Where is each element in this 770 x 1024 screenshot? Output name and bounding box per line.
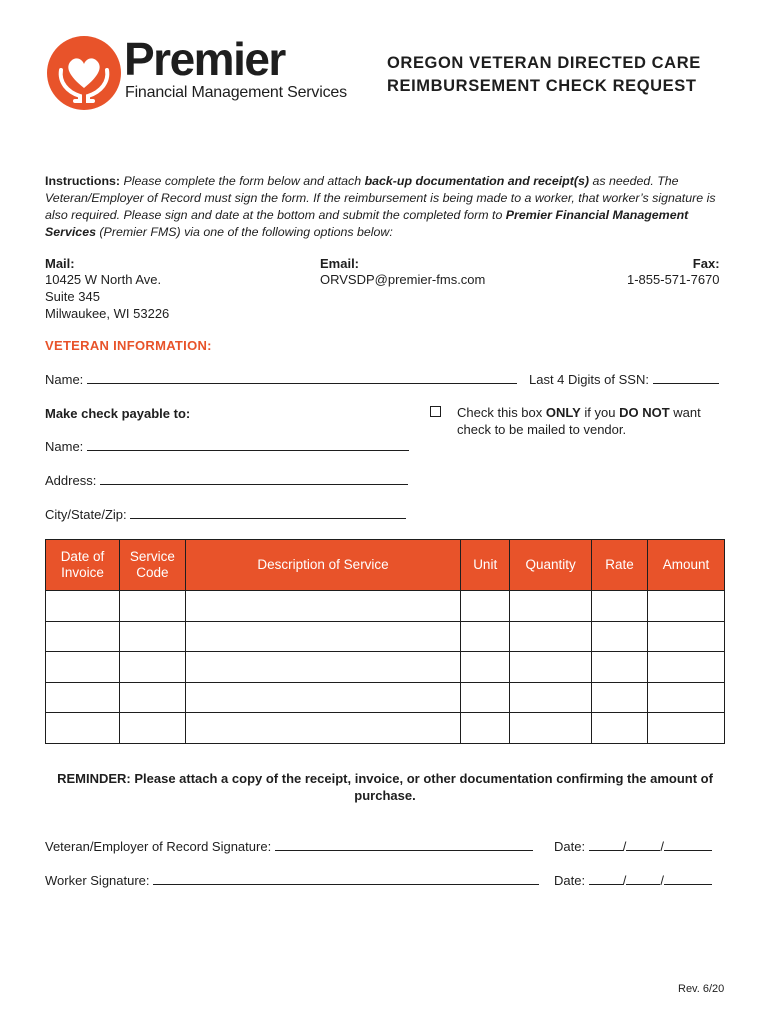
check-text-pre: Check this box: [457, 405, 546, 420]
email-label: Email:: [320, 256, 360, 271]
col-header-unit: Unit: [461, 540, 510, 591]
table-cell[interactable]: [46, 591, 120, 622]
table-cell[interactable]: [185, 652, 460, 683]
ssn-label: Last 4 Digits of SSN:: [529, 372, 649, 387]
mail-line: Suite 345: [45, 289, 100, 304]
veteran-date-label: Date:: [554, 839, 586, 854]
table-cell[interactable]: [46, 682, 120, 713]
brand-subtitle: Financial Management Services: [125, 84, 347, 101]
table-cell[interactable]: [185, 591, 460, 622]
table-cell[interactable]: [461, 591, 510, 622]
veteran-date-year[interactable]: [664, 840, 712, 851]
table-cell[interactable]: [592, 652, 648, 683]
instructions-bold-2: Premier Financial Management Services: [45, 208, 689, 239]
table-cell[interactable]: [461, 682, 510, 713]
worker-signature-field: [45, 873, 539, 888]
worker-signature-label: Worker Signature:: [45, 873, 150, 888]
check-text-only: ONLY: [545, 405, 581, 420]
table-row: [46, 591, 725, 622]
title-line-1: OREGON VETERAN DIRECTED CARE: [387, 54, 701, 72]
worker-date-month[interactable]: [589, 874, 623, 885]
worker-date-field: Date: / /: [554, 873, 712, 888]
page-title: [387, 52, 701, 98]
table-cell[interactable]: [510, 652, 592, 683]
worker-date-day[interactable]: [626, 874, 660, 885]
payee-name-field: [45, 439, 409, 454]
revision-label: Rev. 6/20: [678, 983, 725, 995]
veteran-signature-field: [45, 839, 533, 854]
instructions-bold-1: back-up documentation and receipt(s): [364, 174, 589, 188]
reminder: [45, 770, 725, 804]
veteran-name-field: [45, 372, 517, 387]
city-state-zip-field: [45, 507, 406, 522]
table-cell[interactable]: [119, 713, 185, 744]
heart-hands-icon: [47, 36, 121, 110]
table-cell[interactable]: [461, 621, 510, 652]
col-header-amount: Amount: [648, 540, 725, 591]
table-header-row: [46, 540, 725, 591]
fax-value: 1-855-571-7670: [627, 272, 720, 287]
table-row: [46, 713, 725, 744]
veteran-signature-label: Veteran/Employer of Record Signature:: [45, 839, 272, 854]
city-state-zip-label: City/State/Zip:: [45, 507, 127, 522]
address-label: Address:: [45, 473, 97, 488]
ssn-field: [529, 372, 719, 387]
contact-email: [320, 256, 485, 288]
instructions-text-2: as needed. The Veteran/Employer of Record must sign the form. If the reimbursement is being made to a worker, that worker’s signature is also required. Please sign and date at the bottom and submit the completed form to: [45, 174, 716, 222]
instructions-text-3: (Premier FMS) via one of the following options below:: [95, 225, 393, 239]
reminder-text: Please attach a copy of the receipt, invoice, or other documentation confirming the amount of purchase.: [130, 771, 713, 803]
table-cell[interactable]: [119, 591, 185, 622]
veteran-signature-input[interactable]: [275, 840, 533, 851]
col-header-rate: Rate: [592, 540, 648, 591]
table-cell[interactable]: [648, 682, 725, 713]
col-header-description: Description of Service: [185, 540, 460, 591]
address-input[interactable]: [100, 474, 408, 485]
veteran-date-day[interactable]: [626, 840, 660, 851]
table-cell[interactable]: [185, 621, 460, 652]
table-cell[interactable]: [46, 652, 120, 683]
reminder-lead: REMINDER:: [57, 771, 131, 786]
fax-label: Fax:: [692, 256, 720, 271]
table-cell[interactable]: [119, 652, 185, 683]
table-row: [46, 652, 725, 683]
check-text-mid: if you: [580, 405, 620, 420]
no-mail-checkbox[interactable]: [430, 406, 441, 417]
address-field: [45, 473, 408, 488]
instructions-lead: Instructions:: [45, 174, 121, 188]
mail-line: Milwaukee, WI 53226: [45, 306, 170, 321]
ssn-input[interactable]: [653, 373, 719, 384]
payee-name-label: Name:: [45, 439, 84, 454]
title-line-2: REIMBURSEMENT CHECK REQUEST: [387, 77, 697, 95]
mail-line: 10425 W North Ave.: [45, 272, 162, 287]
payee-name-input[interactable]: [87, 440, 409, 451]
table-cell[interactable]: [510, 713, 592, 744]
table-cell[interactable]: [592, 591, 648, 622]
table-cell[interactable]: [648, 713, 725, 744]
contact-fax: [627, 256, 720, 288]
table-row: [46, 682, 725, 713]
table-cell[interactable]: [119, 621, 185, 652]
table-cell[interactable]: [510, 621, 592, 652]
table-cell[interactable]: [119, 682, 185, 713]
col-header-quantity: Quantity: [510, 540, 592, 591]
table-cell[interactable]: [648, 591, 725, 622]
section-veteran-info: VETERAN INFORMATION:: [45, 338, 212, 353]
worker-date-label: Date:: [554, 873, 586, 888]
veteran-date-field: Date: / /: [554, 839, 712, 854]
table-cell[interactable]: [510, 591, 592, 622]
table-cell[interactable]: [185, 713, 460, 744]
email-value: ORVSDP@premier-fms.com: [320, 272, 486, 287]
table-cell[interactable]: [461, 713, 510, 744]
table-cell[interactable]: [461, 652, 510, 683]
table-cell[interactable]: [46, 713, 120, 744]
city-state-zip-input[interactable]: [130, 508, 406, 519]
no-mail-checkbox-label: [457, 404, 727, 438]
brand-name: Premier: [124, 33, 285, 85]
worker-signature-input[interactable]: [153, 874, 539, 885]
col-header-date: Date of Invoice: [46, 540, 120, 591]
contact-mail: [45, 256, 169, 322]
table-cell[interactable]: [510, 682, 592, 713]
table-cell[interactable]: [592, 713, 648, 744]
check-text-do-not: DO NOT: [619, 405, 670, 420]
table-cell[interactable]: [648, 621, 725, 652]
veteran-date-month[interactable]: [589, 840, 623, 851]
table-cell[interactable]: [648, 652, 725, 683]
table-cell[interactable]: [46, 621, 120, 652]
instructions: [45, 173, 727, 241]
table-cell[interactable]: [592, 682, 648, 713]
worker-date-year[interactable]: [664, 874, 712, 885]
veteran-name-label: Name:: [45, 372, 84, 387]
instructions-text-1: Please complete the form below and attach: [120, 174, 365, 188]
table-cell[interactable]: [185, 682, 460, 713]
check-text-post: want check to be mailed to vendor.: [457, 405, 701, 437]
payable-label: Make check payable to:: [45, 406, 191, 421]
veteran-name-input[interactable]: [87, 373, 517, 384]
mail-label: Mail:: [45, 256, 75, 271]
table-row: [46, 621, 725, 652]
col-header-service-code: Service Code: [119, 540, 185, 591]
logo: [47, 36, 121, 110]
table-cell[interactable]: [592, 621, 648, 652]
service-table: [45, 539, 725, 744]
